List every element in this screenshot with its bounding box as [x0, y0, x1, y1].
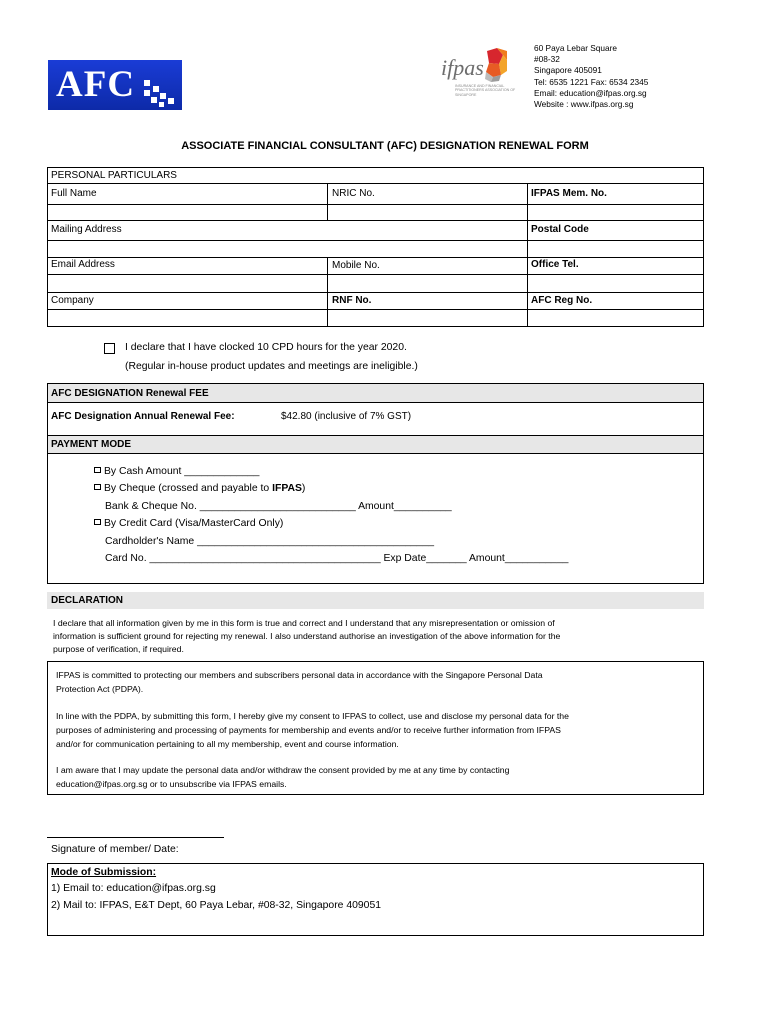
- pdpa-line: IFPAS is committed to protecting our members and subscribers personal data in accordance with the Singapore Personal Data: [56, 670, 543, 680]
- cpd-declaration-text: I declare that I have clocked 10 CPD hours for the year 2020.: [125, 342, 407, 353]
- submission-mail-line: 2) Mail to: IFPAS, E&T Dept, 60 Paya Lebar, #08-32, Singapore 409051: [51, 900, 382, 911]
- fee-heading: AFC DESIGNATION Renewal FEE: [51, 388, 209, 399]
- credit-card-label: By Credit Card (Visa/MasterCard Only): [104, 518, 284, 529]
- declaration-line: I declare that all information given by me in this form is true and correct and I understand that any misrepresentation or omission of: [53, 618, 555, 628]
- declaration-line: purpose of verification, if required.: [53, 644, 184, 654]
- submission-heading: Mode of Submission:: [51, 867, 157, 878]
- cheque-label: By Cheque (crossed and payable to: [104, 483, 273, 494]
- pdpa-line: In line with the PDPA, by submitting this form, I hereby give my consent to IFPAS to collect, use and disclose my personal data for the: [56, 711, 569, 721]
- mobile-label: Mobile No.: [332, 260, 380, 271]
- pdpa-line: Protection Act (PDPA).: [56, 684, 144, 694]
- declaration-heading: DECLARATION: [51, 595, 124, 606]
- renewal-fee-label: AFC Designation Annual Renewal Fee:: [51, 411, 235, 422]
- cash-label: By Cash Amount _____________: [104, 466, 260, 477]
- declaration-heading-bar: [47, 592, 704, 609]
- ifpas-logo-word: ifpas: [441, 55, 484, 80]
- postal-code-label: Postal Code: [531, 224, 589, 235]
- pdpa-line: and/or for communication pertaining to all my membership, event and course information.: [56, 739, 399, 749]
- contact-unit-line: #08-32: [534, 54, 560, 65]
- personal-particulars-table: [47, 167, 704, 327]
- contact-address-line: 60 Paya Lebar Square: [534, 43, 618, 53]
- contact-phone-line: Tel: 6535 1221 Fax: 6534 2345: [534, 76, 649, 87]
- cardholder-line: Cardholder's Name _________________________________________: [105, 536, 435, 547]
- full-name-label: Full Name: [51, 188, 97, 199]
- cpd-eligibility-note: (Regular in-house product updates and meetings are ineligible.): [125, 361, 418, 372]
- ifpas-logo: [441, 47, 521, 103]
- pdpa-paragraph-3: [56, 763, 692, 791]
- contact-website-line: Website : www.ifpas.org.sg: [534, 99, 634, 110]
- signature-line[interactable]: [47, 837, 224, 838]
- pdpa-paragraph-2: [56, 709, 692, 751]
- pdpa-line: education@ifpas.org.sg or to unsubscribe via IFPAS emails.: [56, 779, 287, 789]
- afc-logo-text: AFC: [56, 64, 136, 105]
- mailing-address-label: Mailing Address: [51, 224, 122, 235]
- contact-email-line: Email: education@ifpas.org.sg: [534, 87, 647, 98]
- ifpas-mem-label: IFPAS Mem. No.: [531, 188, 607, 199]
- bank-cheque-line: Bank & Cheque No. ___________________________ Amount__________: [105, 501, 452, 512]
- pay-cash-option[interactable]: [94, 466, 259, 477]
- cheque-checkbox[interactable]: [94, 484, 101, 490]
- declaration-line: information is sufficient ground for rejecting my renewal. I also understand authorise an investigation of the above information for the: [53, 631, 561, 641]
- form-title: ASSOCIATE FINANCIAL CONSULTANT (AFC) DESIGNATION RENEWAL FORM: [181, 140, 589, 152]
- declaration-text: [53, 617, 701, 656]
- payment-mode-heading: PAYMENT MODE: [51, 439, 132, 450]
- office-tel-label: Office Tel.: [531, 259, 579, 270]
- submission-email-line: 1) Email to: education@ifpas.org.sg: [51, 883, 216, 894]
- card-number-line: Card No. ________________________________________ Exp Date_______ Amount___________: [105, 553, 569, 564]
- pdpa-paragraph-1: [56, 668, 692, 696]
- nric-label: NRIC No.: [332, 188, 375, 199]
- cheque-label-close: ): [301, 483, 306, 494]
- pay-cheque-option[interactable]: [94, 483, 305, 494]
- company-label: Company: [51, 295, 94, 306]
- personal-particulars-heading: PERSONAL PARTICULARS: [51, 170, 177, 181]
- renewal-fee-amount: $42.80 (inclusive of 7% GST): [281, 411, 412, 422]
- pdpa-line: I am aware that I may update the personal data and/or withdraw the consent provided by me at any time by contacting: [56, 765, 510, 775]
- pay-credit-card-option[interactable]: [94, 518, 283, 529]
- afc-logo: [48, 60, 182, 110]
- payment-heading-bar: [48, 435, 703, 453]
- pdpa-line: purposes of administering and processing of payments for membership and events and/or to receive further information from IFPAS: [56, 725, 561, 735]
- contact-block: [534, 43, 648, 110]
- credit-card-checkbox[interactable]: [94, 519, 101, 525]
- contact-postal-line: Singapore 405091: [534, 65, 602, 76]
- signature-label: Signature of member/ Date:: [51, 844, 179, 855]
- email-address-label: Email Address: [51, 259, 115, 270]
- rnf-label: RNF No.: [332, 295, 372, 306]
- cpd-declaration-checkbox[interactable]: [104, 343, 115, 354]
- cheque-payee: IFPAS: [272, 483, 302, 494]
- ifpas-logo-tagline: INSURANCE AND FINANCIAL PRACTITIONERS ASSOCIATION OF SINGAPORE: [455, 84, 516, 97]
- afc-reg-label: AFC Reg No.: [531, 295, 593, 306]
- cash-checkbox[interactable]: [94, 467, 101, 473]
